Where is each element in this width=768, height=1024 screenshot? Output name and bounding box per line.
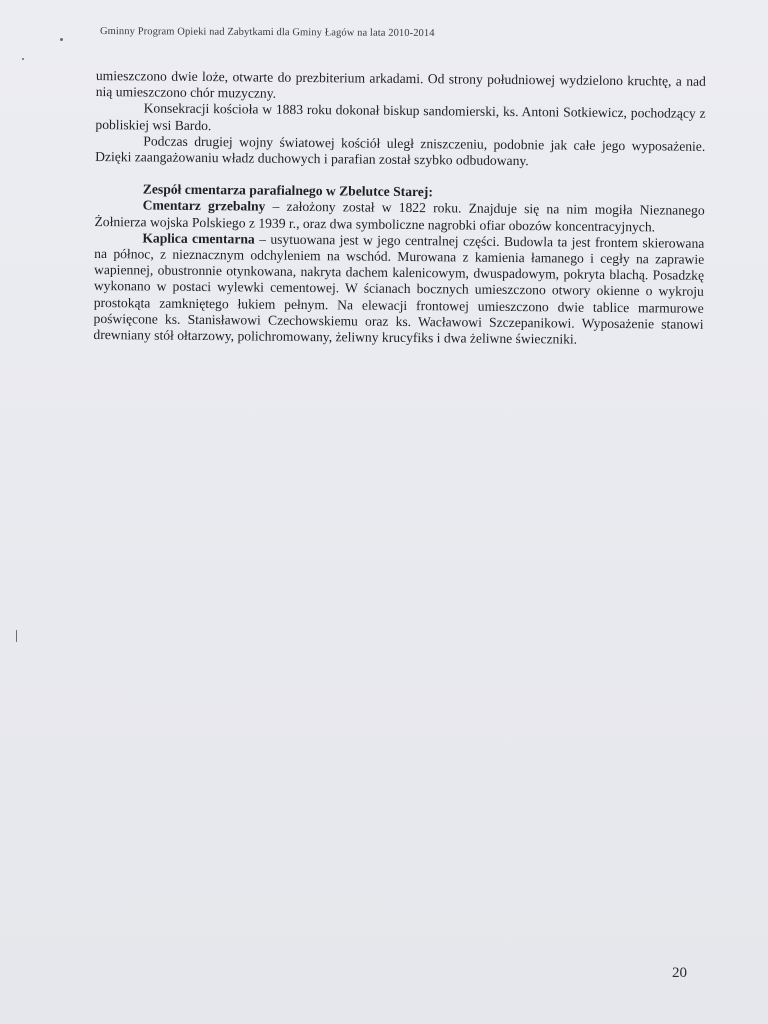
page-number: 20 [672,965,687,981]
entry-term: Kaplica cmentarna [142,230,255,247]
scan-speck [16,630,17,642]
entry-description: – usytuowana jest w jego centralnej części. Budowla ta jest frontem skierowana na północ, z nieznacznym odchyleniem na wschód. Murowana z kamienia łamanego i cegły na zaprawie wapiennej, obustronnie otynkowana, nakryta dachem kalenicowym, dwuspadowym, pokryta blachą. Posadzkę wykonano w postaci wylewki cementowej. W ścianach bocznych umieszczono otwory okienne o wykroju prostokąta zamkniętego łukiem pełnym. Na elewacji frontowej umieszczono dwie tablice marmurowe poświęcone ks. Stanisławowi Czechowskiemu oraz ks. Wacławowi Szczepanikowi. Wyposażenie stanowi drewniany stół ołtarzowy, polichromowany, żeliwny krucyfiks i dwa żeliwne świeczniki. [93,231,705,347]
entry-term: Cmentarz grzebalny [142,197,266,215]
document-body [93,68,706,349]
paragraph-continuation: umieszczono dwie loże, otwarte do prezbiterium arkadami. Od strony południowej wydzielono kruchtę, a nad nią umieszczono chór muzyczny. [95,68,706,101]
scan-speck [60,38,63,41]
paragraph-war-damage: Podczas drugiej wojny światowej kościół uległ zniszczeniu, podobnie jak całe jego wyposażenie. Dzięki zaangażowaniu władz duchowych i parafian został szybko odbudowany. [95,133,706,169]
paragraph-consecration: Konsekracji kościoła w 1883 roku dokonał biskup sandomierski, ks. Antoni Sotkiewicz, pochodzący z pobliskiej wsi Bardo. [95,100,706,133]
entry-chapel [93,230,704,349]
running-header: Gminny Program Opieki nad Zabytkami dla Gminy Łagów na lata 2010-2014 [99,26,435,40]
scan-speck [22,58,24,60]
entry-description: – założony został w 1822 roku. Znajduje się na nim mogiła Nieznanego Żołnierza wojska Polskiego z 1939 r., oraz dwa symboliczne nagrobki ofiar obozów koncentracyjnych. [94,199,705,234]
section-title: Zespół cmentarza parafialnego w Zbelutce Starej: [142,181,433,200]
